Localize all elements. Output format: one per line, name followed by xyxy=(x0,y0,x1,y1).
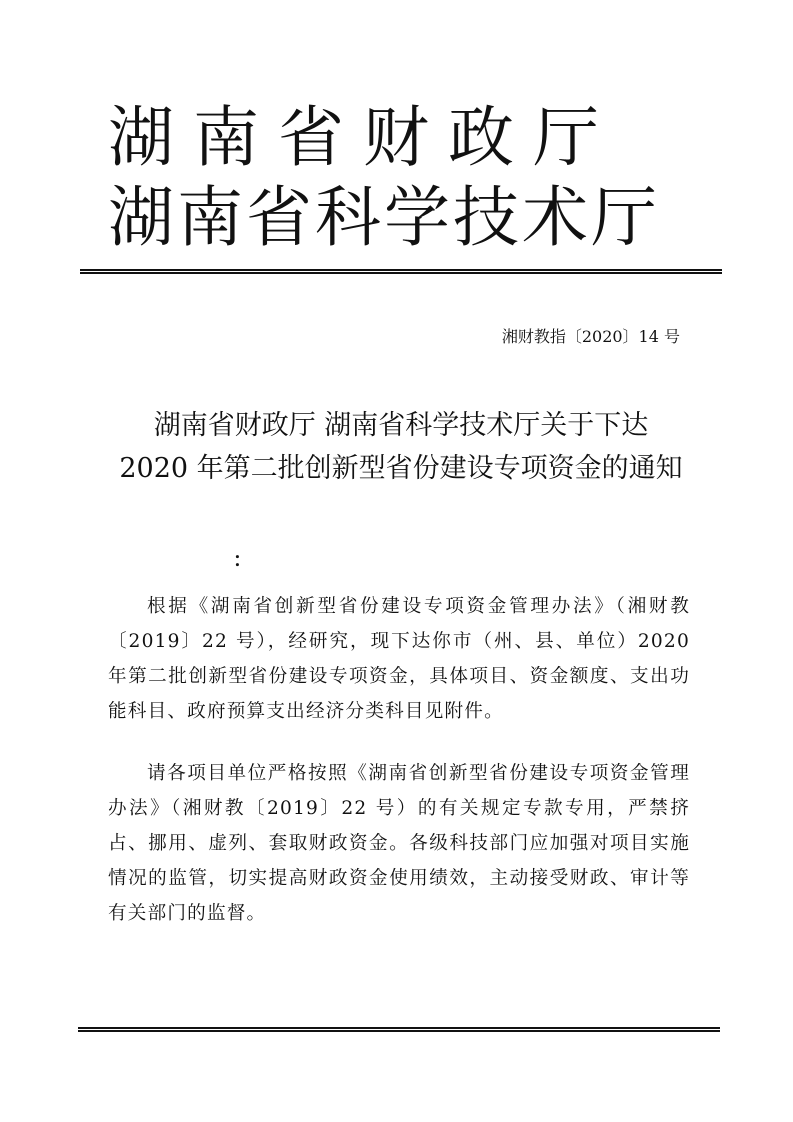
footer-double-rule xyxy=(78,1027,720,1032)
addressee: ： xyxy=(233,549,253,571)
document-number: 湘财教指〔2020〕14 号 xyxy=(501,327,680,346)
letterhead-line-1: 湖南省财政厅 xyxy=(108,99,618,176)
title-line-1: 湖南省财政厅 湖南省科学技术厅关于下达 xyxy=(153,410,649,441)
letterhead-line-2: 湖南省科学技术厅 xyxy=(108,179,660,256)
body-paragraph-1: 根据《湖南省创新型省份建设专项资金管理办法》（湘财教〔2019〕22 号），经研究，现下达你市（州、县、单位）2020 年第二批创新型省份建设专项资金，具体项目、资金额度、支出功能科目、政府预算支出经济分类科目见附件。 xyxy=(108,596,690,722)
document-title xyxy=(80,404,722,490)
title-line-2: 2020 年第二批创新型省份建设专项资金的通知 xyxy=(119,453,683,484)
header-double-rule xyxy=(80,269,722,274)
body-paragraph-2: 请各项目单位严格按照《湖南省创新型省份建设专项资金管理办法》（湘财教〔2019〕22 号）的有关规定专款专用，严禁挤占、挪用、虚列、套取财政资金。各级科技部门应加强对项目实施情况的监管，切实提高财政资金使用绩效，主动接受财政、审计等有关部门的监督。 xyxy=(108,763,690,924)
